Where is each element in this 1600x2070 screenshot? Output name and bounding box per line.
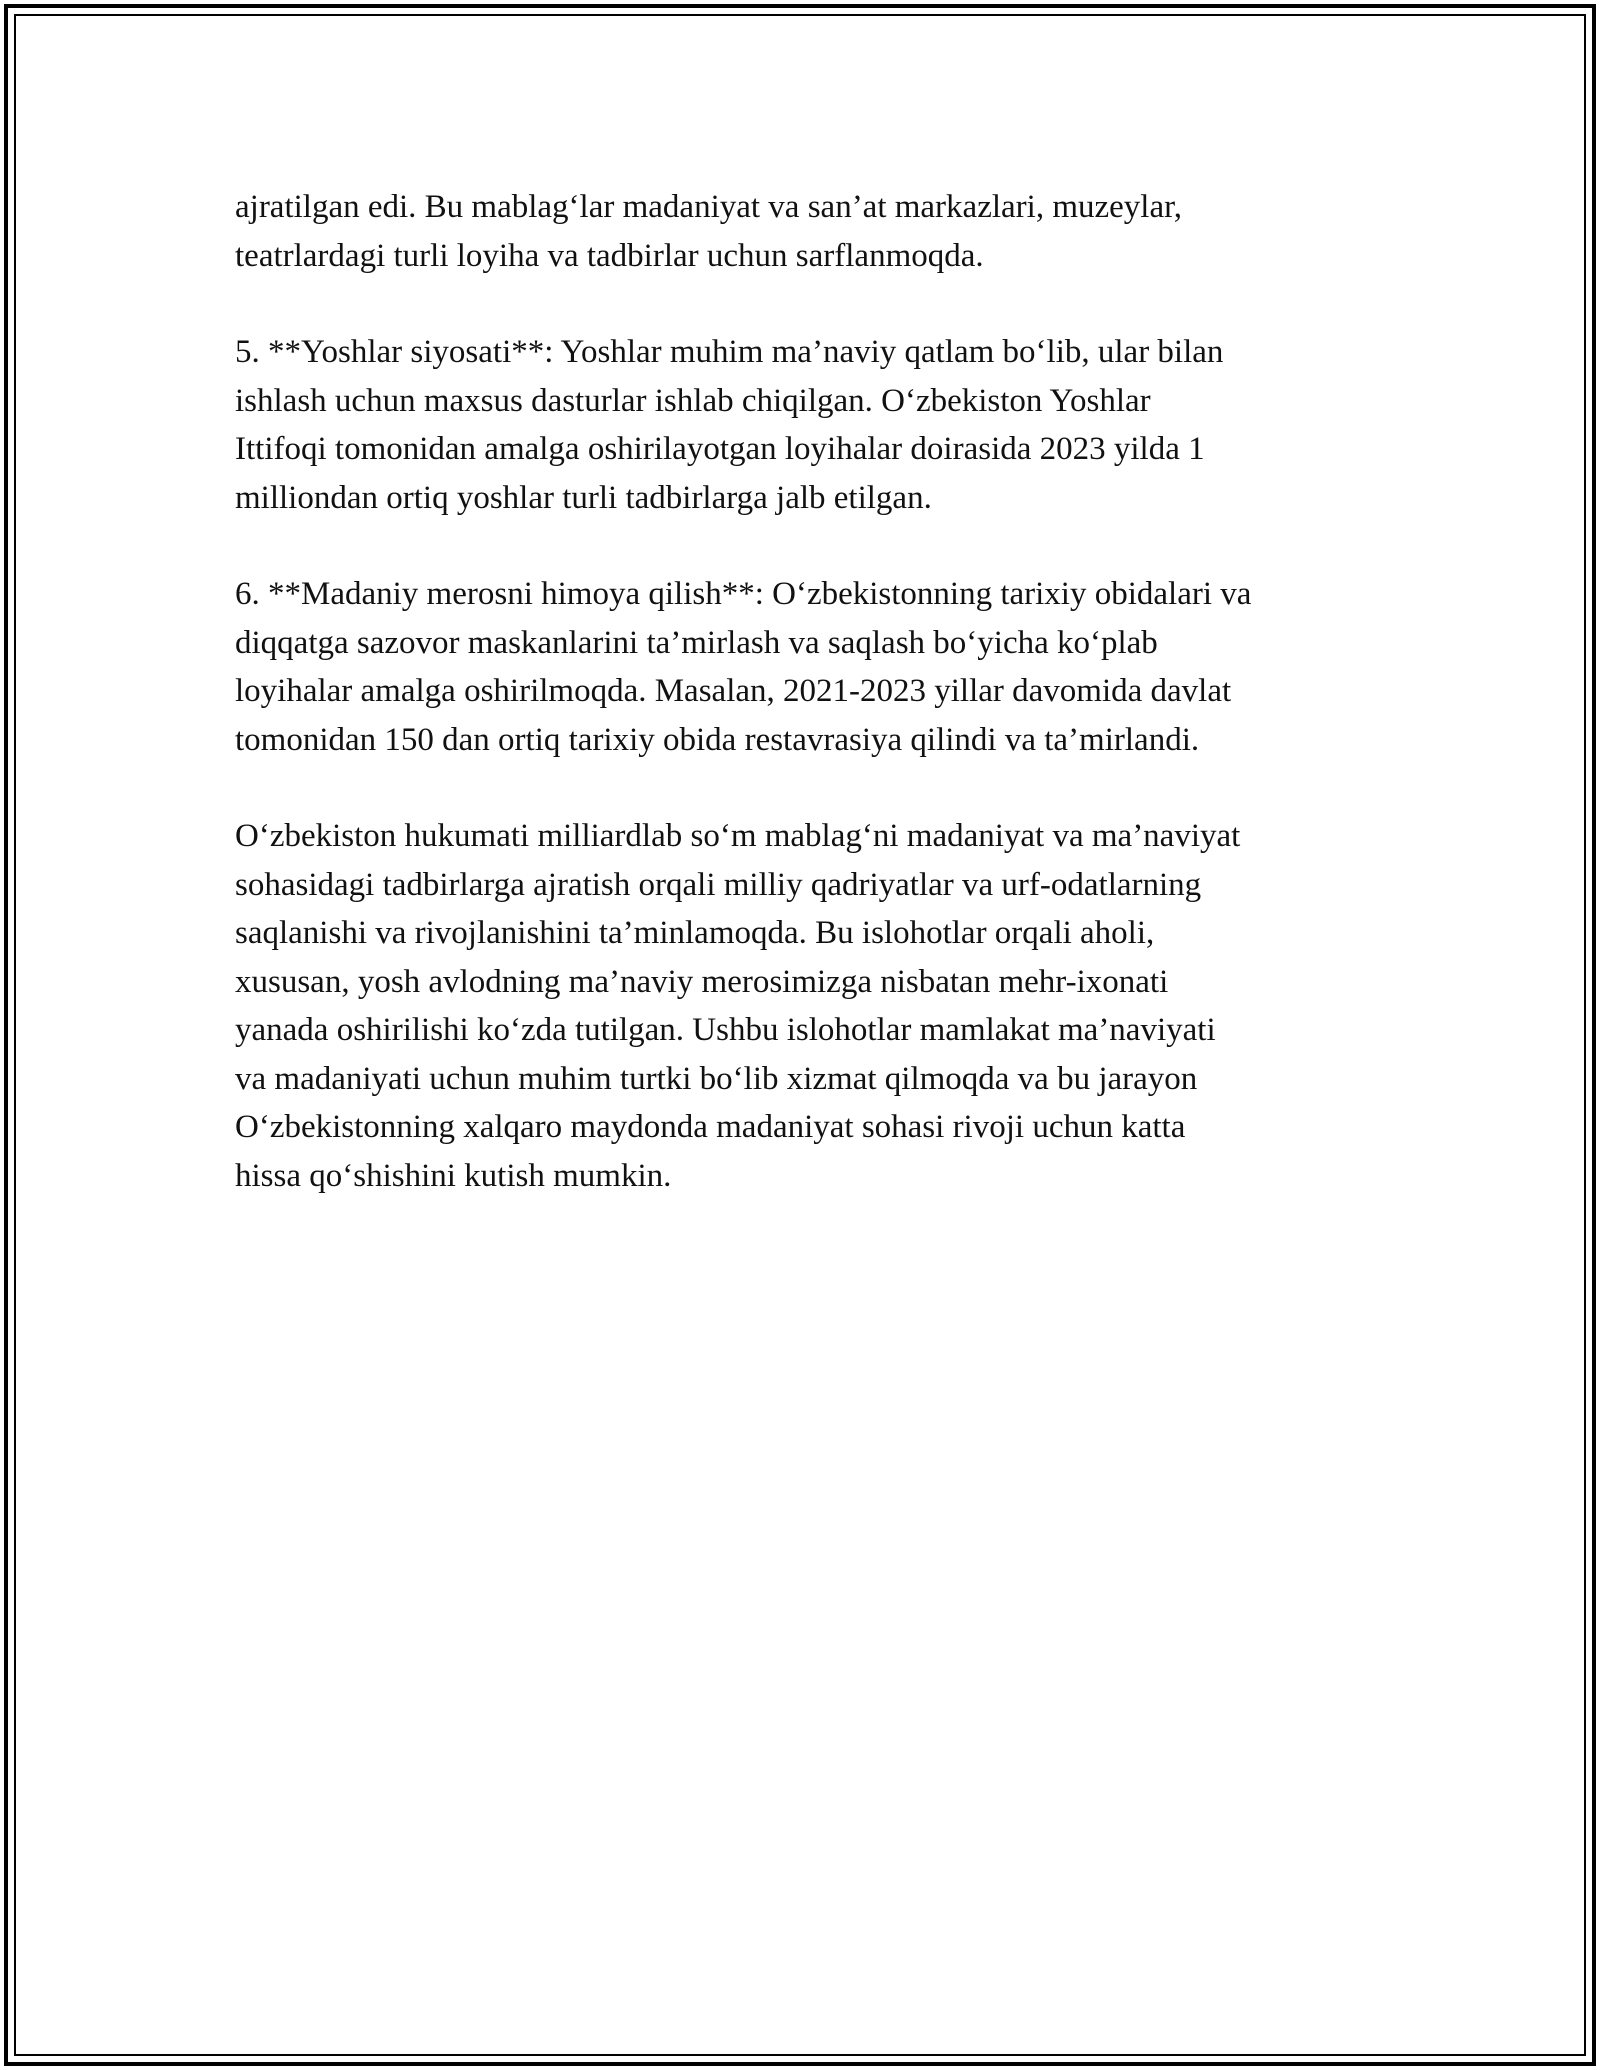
text-line: milliondan ortiq yoshlar turli tadbirlarga jalb etilgan. xyxy=(235,479,932,516)
text-line: va madaniyati uchun muhim turtki bo‘lib xizmat qilmoqda va bu jarayon xyxy=(235,1060,1198,1097)
text-line: teatrlardagi turli loyiha va tadbirlar uchun sarflanmoqda. xyxy=(235,237,984,274)
text-line: diqqatga sazovor maskanlarini ta’mirlash va saqlash bo‘yicha ko‘plab xyxy=(235,624,1158,661)
text-line: xususan, yosh avlodning ma’naviy merosimizga nisbatan mehr-ixonati xyxy=(235,963,1169,1000)
text-line: 5. **Yoshlar siyosati**: Yoshlar muhim ma’naviy qatlam bo‘lib, ular bilan xyxy=(235,334,1224,370)
text-line: tomonidan 150 dan ortiq tarixiy obida restavrasiya qilindi va ta’mirlandi. xyxy=(235,721,1200,758)
text-line: O‘zbekiston hukumati milliardlab so‘m mablag‘ni madaniyat va ma’naviyat xyxy=(235,818,1241,854)
paragraph-funding-continuation xyxy=(235,183,1375,280)
text-line: ajratilgan edi. Bu mablag‘lar madaniyat va san’at markazlari, muzeylar, xyxy=(235,189,1183,225)
document-body xyxy=(235,183,1375,1248)
text-line: Ittifoqi tomonidan amalga oshirilayotgan loyihalar doirasida 2023 yilda 1 xyxy=(235,431,1205,467)
text-line: ishlash uchun maxsus dasturlar ishlab chiqilgan. O‘zbekiston Yoshlar xyxy=(235,382,1151,419)
paragraph-conclusion xyxy=(235,812,1375,1200)
text-line: saqlanishi va rivojlanishini ta’minlamoqda. Bu islohotlar orqali aholi, xyxy=(235,915,1155,951)
text-line: yanada oshirilishi ko‘zda tutilgan. Ushbu islohotlar mamlakat ma’naviyati xyxy=(235,1012,1216,1048)
text-line: hissa qo‘shishini kutish mumkin. xyxy=(235,1157,672,1194)
paragraph-heritage-protection xyxy=(235,570,1375,764)
text-line: sohasidagi tadbirlarga ajratish orqali milliy qadriyatlar va urf-odatlarning xyxy=(235,866,1202,903)
text-line: loyihalar amalga oshirilmoqda. Masalan, 2021-2023 yillar davomida davlat xyxy=(235,673,1232,709)
text-line: 6. **Madaniy merosni himoya qilish**: O‘zbekistonning tarixiy obidalari va xyxy=(235,576,1252,612)
text-line: O‘zbekistonning xalqaro maydonda madaniyat sohasi rivoji uchun katta xyxy=(235,1109,1186,1145)
paragraph-youth-policy xyxy=(235,328,1375,522)
